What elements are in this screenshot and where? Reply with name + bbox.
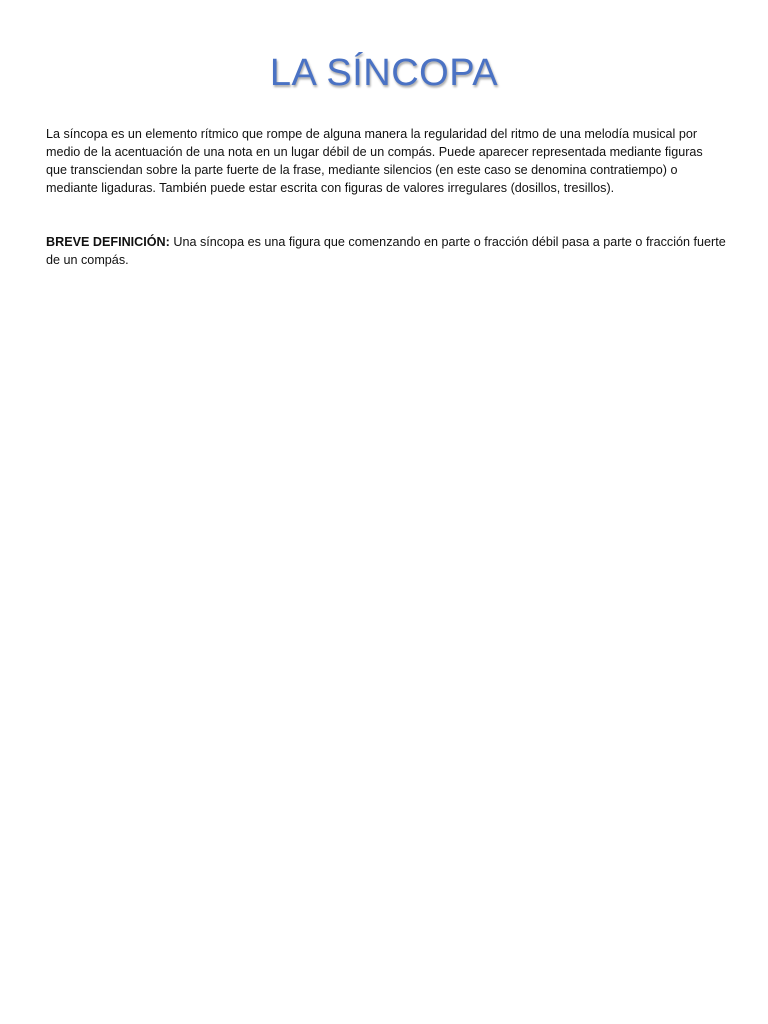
page-title: LA SÍNCOPA xyxy=(269,52,499,94)
definition-label: BREVE DEFINICIÓN: xyxy=(46,235,170,249)
intro-paragraph: La síncopa es un elemento rítmico que rompe de alguna manera la regularidad del ritmo de una melodía musical por medio de la acentuación de una nota en un lugar débil de un compás. Puede aparecer representada mediante figuras que transciendan sobre la parte fuerte de la frase, mediante silencios (en este caso se denomina contratiempo) o mediante ligaduras. También puede estar escrita con figuras de valores irregulares (dosillos, tresillos). xyxy=(46,127,703,195)
definition-paragraph xyxy=(46,233,726,269)
definition-text: Una síncopa es una figura que comenzando en parte o fracción débil pasa a parte o fracción fuerte de un compás. xyxy=(46,235,726,267)
